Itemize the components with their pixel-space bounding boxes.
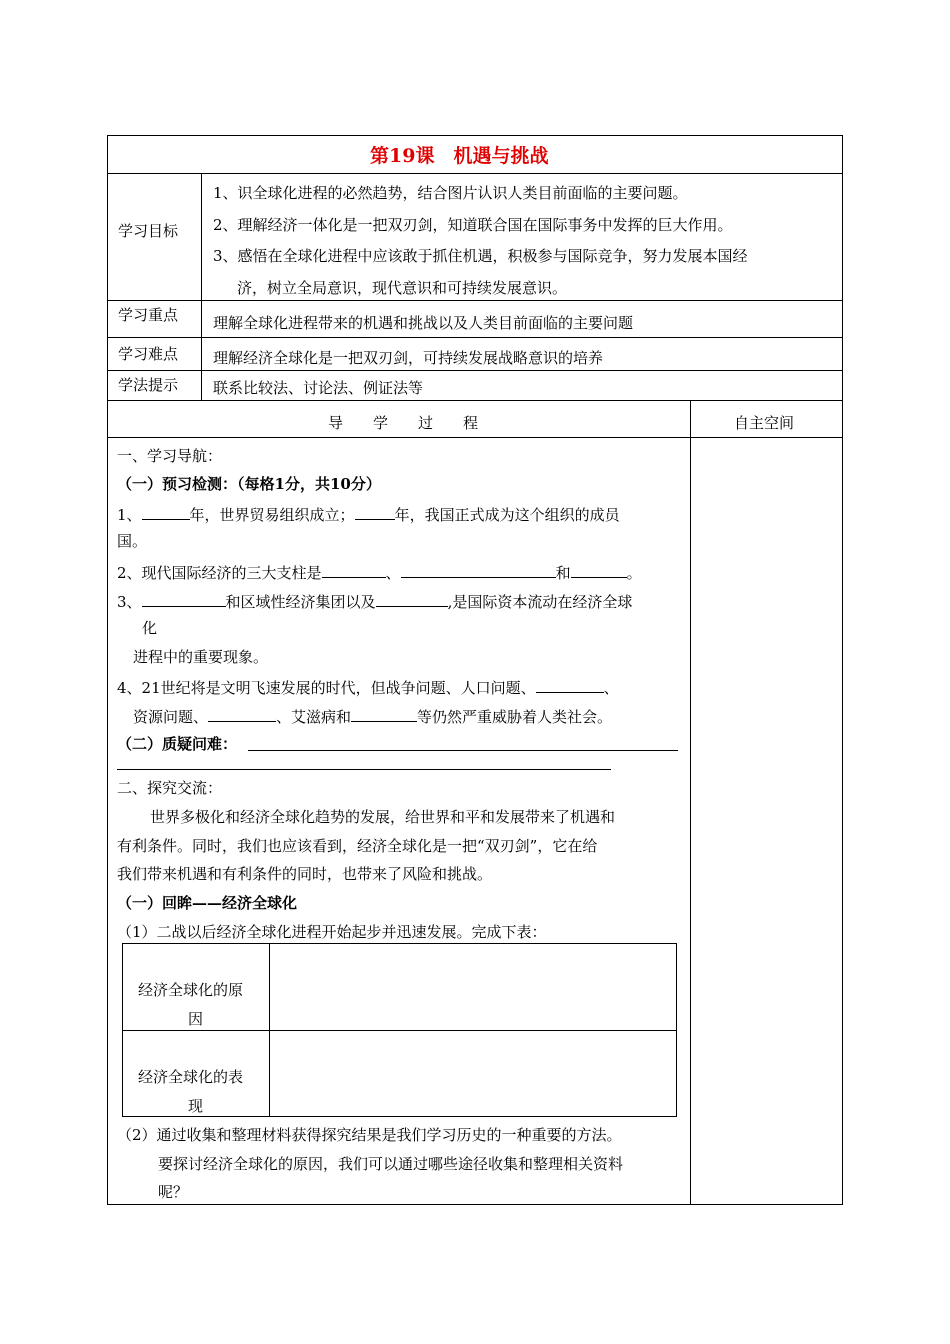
paragraph-line: 有利条件。同时，我们也应该看到，经济全球化是一把“双刃剑”，它在给 <box>117 837 598 855</box>
table-line <box>122 1030 677 1031</box>
question-3: 3、 和区域性经济集团以及 ,是国际资本流动在经济全球 <box>117 590 632 612</box>
hard-label: 学习难点 <box>118 345 179 363</box>
answer-blank[interactable] <box>208 705 276 722</box>
answer-blank[interactable] <box>351 705 417 722</box>
key-text: 理解全球化进程带来的机遇和挑战以及人类目前面临的主要问题 <box>213 314 634 332</box>
preview-test-heading: （一）预习检测：（每格1分，共10分） <box>117 475 381 493</box>
answer-blank[interactable] <box>322 561 386 578</box>
questions-heading: （二）质疑问难： <box>117 735 238 753</box>
table-line <box>269 943 270 1117</box>
space-column-line <box>690 400 691 1205</box>
answer-blank[interactable] <box>355 503 395 520</box>
paragraph-line: 我们带来机遇和有利条件的同时，也带来了风险和挑战。 <box>117 865 493 883</box>
goal-item: 2、理解经济一体化是一把双刃剑，知道联合国在国际事务中发挥的巨大作用。 <box>213 216 733 234</box>
space-header: 自主空间 <box>734 414 795 432</box>
table-line <box>122 1116 677 1117</box>
table-line <box>122 943 123 1117</box>
process-header: 导 学 过 程 <box>328 414 479 432</box>
answer-blank[interactable] <box>376 590 448 607</box>
question-1: 1、 年，世界贸易组织成立； 年，我国正式成为这个组织的成员 <box>117 503 620 525</box>
hard-text: 理解经济全球化是一把双刃剑，可持续发展战略意识的培养 <box>213 349 604 367</box>
answer-blank[interactable] <box>142 590 226 607</box>
frame-right <box>842 135 843 1205</box>
row-line <box>107 300 843 301</box>
frame-left <box>107 135 108 1205</box>
task-2: （2）通过收集和整理材料获得探究结果是我们学习历史的一种重要的方法。 <box>117 1126 622 1144</box>
goal-item: 济，树立全局意识，现代意识和可持续发展意识。 <box>237 279 568 297</box>
method-label: 学法提示 <box>118 376 179 394</box>
method-text: 联系比较法、讨论法、例证法等 <box>213 379 424 397</box>
task-1: （1）二战以后经济全球化进程开始起步并迅速发展。完成下表： <box>117 923 547 941</box>
answer-blank[interactable] <box>571 561 627 578</box>
review-heading: （一）回眸——经济全球化 <box>117 894 298 912</box>
question-3-cont: 进程中的重要现象。 <box>133 648 269 666</box>
page-title: 第19课 机遇与挑战 <box>370 145 549 167</box>
row-line <box>107 173 843 174</box>
table-row-label: 现 <box>188 1097 204 1115</box>
frame-bottom <box>107 1204 843 1205</box>
task-2-cont: 呢？ <box>158 1183 189 1201</box>
question-3-cont: 化 <box>142 619 158 637</box>
table-row-label: 经济全球化的原 <box>138 981 244 999</box>
question-4: 4、21世纪将是文明飞速发展的时代，但战争问题、人口问题、 、 <box>117 676 619 698</box>
question-1-cont: 国。 <box>117 532 148 550</box>
table-answer-cell[interactable] <box>271 945 675 1029</box>
label-column-line <box>201 173 202 400</box>
goal-item: 3、感悟在全球化进程中应该敢于抓住机遇，积极参与国际竞争，努力发展本国经 <box>213 247 748 265</box>
table-row-label: 经济全球化的表 <box>138 1068 244 1086</box>
table-row-label: 因 <box>188 1010 204 1028</box>
self-study-space[interactable] <box>692 438 841 1203</box>
table-line <box>122 943 677 944</box>
goal-label: 学习目标 <box>118 222 179 240</box>
paragraph-line: 世界多极化和经济全球化趋势的发展，给世界和平和发展带来了机遇和 <box>150 808 616 826</box>
row-line <box>107 370 843 371</box>
answer-line[interactable] <box>248 750 678 751</box>
row-line <box>107 400 843 401</box>
goal-item: 1、识全球化进程的必然趋势，结合图片认识人类目前面临的主要问题。 <box>213 184 688 202</box>
answer-blank[interactable] <box>401 561 556 578</box>
question-4-cont: 资源问题、 、艾滋病和 等仍然严重威胁着人类社会。 <box>133 705 612 727</box>
task-2-cont: 要探讨经济全球化的原因，我们可以通过哪些途径收集和整理相关资料 <box>158 1155 624 1173</box>
section1-heading: 一、学习导航： <box>117 447 223 465</box>
row-line <box>107 337 843 338</box>
answer-blank[interactable] <box>536 676 604 693</box>
question-2: 2、现代国际经济的三大支柱是 、 和 。 <box>117 561 642 583</box>
answer-line[interactable] <box>117 769 611 770</box>
key-label: 学习重点 <box>118 306 179 324</box>
table-line <box>676 943 677 1117</box>
answer-blank[interactable] <box>142 503 190 520</box>
frame-top <box>107 135 843 136</box>
table-answer-cell[interactable] <box>271 1032 675 1115</box>
section2-heading: 二、探究交流： <box>117 779 223 797</box>
